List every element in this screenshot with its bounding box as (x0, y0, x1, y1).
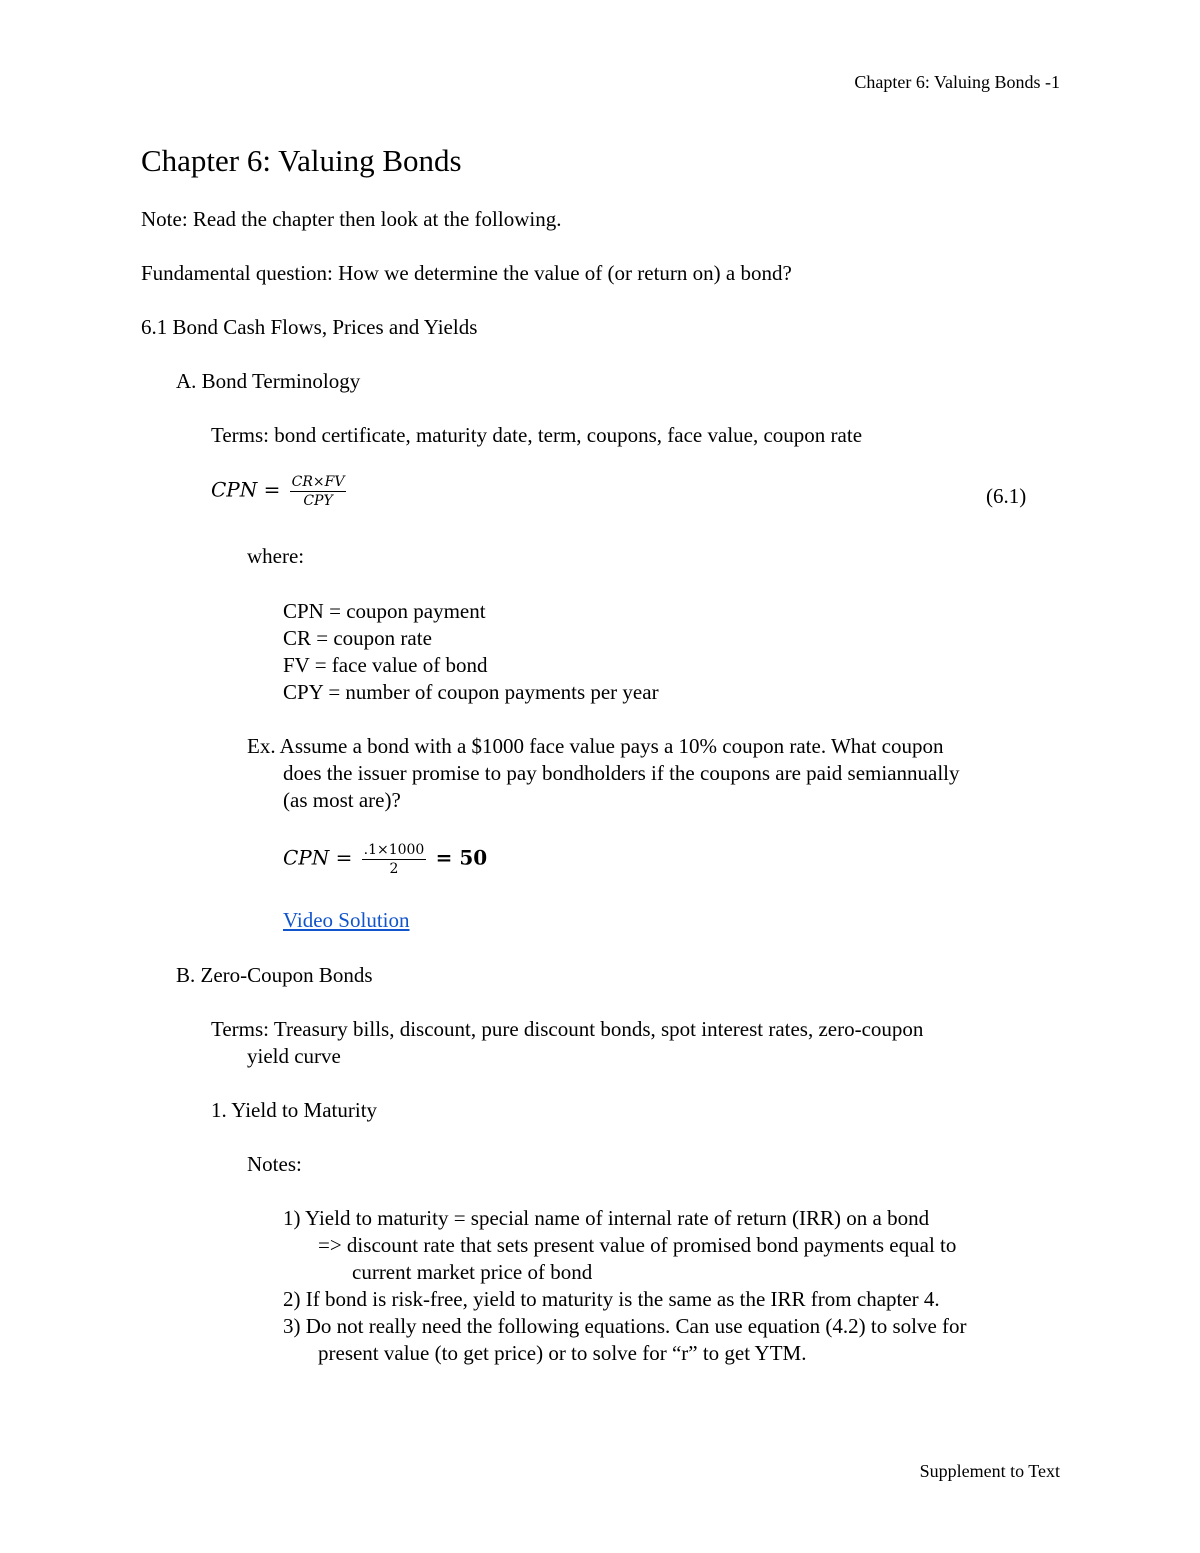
section-heading-6-1: 6.1 Bond Cash Flows, Prices and Yields (141, 315, 478, 339)
equation-number: (6.1) (986, 484, 1027, 508)
solution-lhs: CPN = (283, 845, 353, 870)
example-solution-equation (283, 842, 487, 877)
running-footer: Supplement to Text (919, 1461, 1060, 1481)
definition-item: CPN = coupon payment (283, 599, 486, 623)
subsection-heading-b: B. Zero-Coupon Bonds (176, 963, 373, 987)
example-line: does the issuer promise to pay bondholders if the coupons are paid semiannually (283, 761, 960, 785)
terms-zero-coupon: Terms: Treasury bills, discount, pure discount bonds, spot interest rates, zero-coupon (211, 1017, 924, 1041)
note-item: 1) Yield to maturity = special name of internal rate of return (IRR) on a bond (283, 1206, 930, 1230)
where-label: where: (247, 544, 305, 568)
note-text: Note: Read the chapter then look at the following. (141, 207, 562, 231)
definition-item: CR = coupon rate (283, 626, 432, 650)
subsection-heading-a: A. Bond Terminology (176, 369, 361, 393)
equation-fraction (290, 474, 347, 509)
note-item-continued: present value (to get price) or to solve for “r” to get YTM. (318, 1341, 807, 1365)
note-item-continued: current market price of bond (352, 1260, 593, 1284)
coupon-equation (211, 474, 350, 509)
solution-result: = 50 (435, 845, 488, 870)
equation-numerator: CR×FV (291, 474, 345, 490)
equation-denominator: CPY (303, 493, 333, 509)
note-item-continued: => discount rate that sets present value of promised bond payments equal to (318, 1233, 957, 1257)
terms-zero-coupon-continued: yield curve (247, 1044, 341, 1068)
note-item: 2) If bond is risk-free, yield to maturity is the same as the IRR from chapter 4. (283, 1287, 940, 1311)
note-item: 3) Do not really need the following equations. Can use equation (4.2) to solve for (283, 1314, 967, 1338)
chapter-title: Chapter 6: Valuing Bonds (141, 143, 462, 178)
terms-bond-terminology: Terms: bond certificate, maturity date, term, coupons, face value, coupon rate (211, 423, 863, 447)
example-line: (as most are)? (283, 788, 401, 812)
definition-item: CPY = number of coupon payments per year (283, 680, 659, 704)
video-solution-link[interactable]: Video Solution (283, 908, 410, 932)
equation-lhs: CPN = (211, 477, 281, 502)
fundamental-question: Fundamental question: How we determine the value of (or return on) a bond? (141, 261, 792, 285)
solution-numerator: .1×1000 (363, 842, 425, 858)
definition-item: FV = face value of bond (283, 653, 488, 677)
subsubsection-heading-yield-to-maturity: 1. Yield to Maturity (211, 1098, 378, 1122)
example-line: Ex. Assume a bond with a $1000 face value pays a 10% coupon rate. What coupon (247, 734, 944, 758)
solution-denominator: 2 (389, 861, 399, 877)
notes-label: Notes: (247, 1152, 302, 1176)
solution-fraction (362, 842, 427, 877)
running-header: Chapter 6: Valuing Bonds -1 (854, 72, 1060, 92)
